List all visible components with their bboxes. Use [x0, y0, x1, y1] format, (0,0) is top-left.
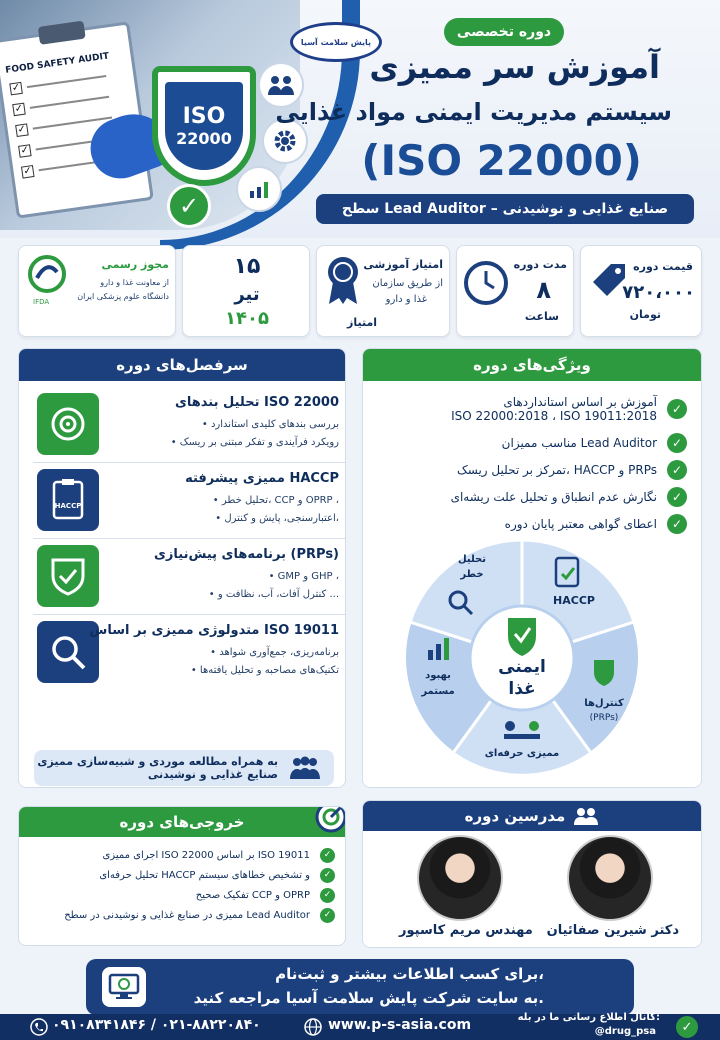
outcome-item: تحلیل حرفه‌ای HACCP و تشخیص خطاهای سیستم ✓	[19, 865, 345, 885]
check-icon: ✓	[667, 433, 687, 453]
features-panel	[362, 348, 702, 788]
teachers-header: مدرسین دوره	[363, 801, 701, 831]
teacher-photo-left	[417, 835, 503, 921]
outcome-item: اجرای ممیزی ISO 22000 بر اساس ISO 19011 ✓	[19, 845, 345, 865]
wheel-audit-label: ممیزی حرفه‌ای	[484, 748, 560, 759]
footer-channel-line2[interactable]: @drug_psa	[594, 1026, 656, 1037]
ifda-logo-icon	[25, 254, 69, 300]
duration-unit: ساعت	[524, 310, 559, 323]
check-icon: ✓	[320, 868, 335, 883]
teacher-photo-right	[567, 835, 653, 921]
level-bar: سطح Lead Auditor – صنایع غذایی و نوشیدنی	[316, 194, 694, 224]
date-month: تیر	[234, 284, 260, 305]
chapters-header: سرفصل‌های دوره	[19, 349, 345, 381]
wheel-controls-label: کنترل‌ها	[584, 698, 624, 709]
chapter-item	[33, 539, 345, 615]
chapters-panel	[18, 348, 346, 788]
teachers-icon	[573, 807, 599, 825]
clock-icon	[463, 260, 509, 306]
cta-line2: به سایت شرکت پایش سلامت آسیا مراجعه کنید.	[193, 989, 544, 1007]
company-logo: پایش سلامت آسیا	[290, 22, 382, 62]
price-unit: تومان	[629, 308, 661, 321]
outcomes-header: خروجی‌های دوره	[19, 807, 345, 837]
outcome-item: تفکیک صحیح CCP و OPRP ✓	[19, 885, 345, 905]
teachers-panel	[362, 800, 702, 948]
check-icon: ✓	[320, 888, 335, 903]
feature-item: تمرکز بر تحلیل ریسک، HACCP و PRPs ✓	[363, 456, 701, 483]
check-icon: ✓	[667, 399, 687, 419]
growth-chart-icon	[428, 650, 433, 660]
chapter-item	[33, 463, 345, 539]
chapter-item	[33, 387, 345, 463]
points-unit: امتیاز	[347, 316, 378, 329]
svg-text:HACCP: HACCP	[54, 502, 82, 510]
iso-badge	[152, 66, 256, 186]
chapter-bullet: • اعتبارسنجی، پایش و کنترل،	[215, 513, 339, 524]
checkbox-icon: ✓	[19, 144, 30, 157]
case-line2: صنایع غذایی و نوشیدنی	[147, 768, 278, 781]
checkbox-icon: ✓	[14, 102, 24, 115]
features-list	[363, 381, 701, 537]
wheel-center-line2: غذا	[508, 679, 536, 699]
price-label: قیمت دوره	[633, 260, 693, 273]
chart-icon	[236, 166, 282, 212]
check-icon: ✓	[320, 848, 335, 863]
check-icon: ✓	[667, 460, 687, 480]
points-card	[316, 245, 450, 337]
chapter-bullet: • برنامه‌ریزی، جمع‌آوری شواهد	[210, 647, 339, 658]
chapter-title: تحلیل بندهای ISO 22000	[174, 395, 339, 410]
clipboard-clamp	[38, 21, 86, 45]
feature-item: اعطای گواهی معتبر پایان دوره ✓	[363, 510, 701, 537]
features-header: ویژگی‌های دوره	[363, 349, 701, 381]
footer-website[interactable]: www.p-s-asia.com	[328, 1017, 472, 1033]
wheel-risk-line1: تحلیل	[457, 554, 487, 565]
chapter-bullet: • تکنیک‌های مصاحبه و تحلیل یافته‌ها	[190, 665, 339, 676]
target-arrow-icon	[315, 806, 346, 833]
date-year: ۱۴۰۵	[225, 308, 269, 329]
chapter-bullet: • کنترل آفات، آب، نظافت و ...	[208, 589, 339, 600]
check-badge-icon: ✓	[167, 184, 211, 228]
haccp-clipboard-icon	[37, 469, 99, 531]
phone-icon	[30, 1018, 48, 1036]
globe-icon	[304, 1018, 322, 1036]
wheel-improve-line1: بهبود	[425, 670, 451, 681]
points-label: امتیاز آموزشی	[363, 258, 443, 271]
audit-sheet-title: FOOD SAFETY AUDIT	[4, 51, 110, 76]
date-day: ۱۵	[233, 254, 261, 279]
cta-line1: برای کسب اطلاعات بیشتر و ثبت‌نام،	[275, 965, 544, 983]
check-icon: ✓	[320, 908, 335, 923]
messenger-icon[interactable]: ✓	[676, 1016, 698, 1038]
iso-badge-number: 22000	[176, 129, 232, 148]
title-line-1: آموزش سر ممیزی	[369, 48, 660, 86]
title-line-3: (ISO 22000)	[361, 136, 642, 185]
date-card	[182, 245, 310, 337]
check-icon: ✓	[667, 514, 687, 534]
hero-section	[0, 0, 720, 238]
license-card	[18, 245, 176, 337]
wheel-haccp-label: HACCP	[553, 594, 595, 607]
chapter-title: ممیزی پیشرفته HACCP	[185, 471, 339, 486]
iso-badge-top: ISO	[182, 104, 226, 129]
feature-item: نگارش عدم انطباق و تحلیل علت ریشه‌ای ✓	[363, 483, 701, 510]
footer-phones[interactable]: ۰۹۱۰۸۳۴۱۸۴۶ / ۰۲۱-۸۸۲۲۰۸۴۰	[52, 1017, 261, 1033]
chapter-bullet: • بررسی بندهای کلیدی استاندارد	[201, 419, 339, 430]
feature-item: آموزش بر اساس استانداردهای ISO 22000:2018 ، ISO 19011:2018 ✓	[363, 389, 701, 429]
teacher-name-right: دکتر شیرین صفائیان	[546, 923, 679, 938]
group-icon	[288, 756, 322, 780]
computer-globe-icon	[102, 967, 146, 1007]
license-line2: دانشگاه علوم پزشکی ایران	[77, 292, 169, 301]
chapter-bullet: • رویکرد فرآیندی و تفکر مبتنی بر ریسک	[170, 437, 339, 448]
chapter-bullet: • GMP و GHP ،	[268, 571, 339, 582]
points-line2: غذا و دارو	[385, 294, 427, 305]
price-value: ۷۲۰،۰۰۰	[622, 282, 695, 303]
chapter-title: برنامه‌های پیش‌نیازی (PRPs)	[153, 547, 339, 562]
points-line1: از طریق سازمان	[372, 278, 443, 289]
chapter-bullet: • تحلیل خطر، CCP و OPRP ،	[212, 495, 339, 506]
duration-card	[456, 245, 574, 337]
wheel-risk-line2: خطر	[460, 569, 484, 580]
license-label: مجوز رسمی	[101, 258, 169, 271]
target-icon	[37, 393, 99, 455]
check-icon: ✓	[667, 487, 687, 507]
footer-channel-line1: کانال اطلاع رسانی ما در بله:	[517, 1012, 660, 1023]
wheel-controls-sub: (PRPs)	[589, 713, 619, 723]
outcome-item: ممیزی در صنایع غذایی و نوشیدنی در سطح Lead Auditor ✓	[19, 905, 345, 925]
duration-value: ۸	[536, 276, 551, 304]
shield-icon	[37, 545, 99, 607]
medal-icon	[325, 254, 361, 306]
teacher-name-left: مهندس مریم کاسپور	[399, 923, 533, 938]
outcomes-panel	[18, 806, 346, 946]
price-card	[580, 245, 702, 337]
license-line1: از معاونت غذا و دارو	[100, 278, 169, 287]
duration-label: مدت دوره	[513, 258, 567, 271]
feature-item: مناسب ممیزان Lead Auditor ✓	[363, 429, 701, 456]
ifda-logo-text: IFDA	[33, 298, 50, 306]
case-study-bar	[34, 750, 334, 786]
cta-banner[interactable]	[86, 959, 634, 1015]
chapter-title: متدولوژی ممیزی بر اساس ISO 19011	[89, 623, 339, 638]
chapter-item	[33, 615, 345, 691]
meeting-icon	[505, 721, 515, 731]
specialized-course-pill: دوره تخصصی	[444, 18, 564, 46]
checkbox-icon: ✓	[11, 82, 21, 95]
title-line-2: سیستم مدیریت ایمنی مواد غذایی	[275, 98, 672, 126]
case-line1: به همراه مطالعه موردی و شبیه‌سازی ممیزی	[37, 755, 278, 768]
checkbox-icon: ✓	[16, 123, 27, 136]
food-safety-wheel	[397, 533, 647, 783]
wheel-improve-line2: مستمر	[421, 686, 455, 697]
checkbox-icon: ✓	[22, 165, 33, 178]
footer	[0, 1014, 720, 1040]
wheel-center-line1: ایمنی	[498, 657, 546, 677]
